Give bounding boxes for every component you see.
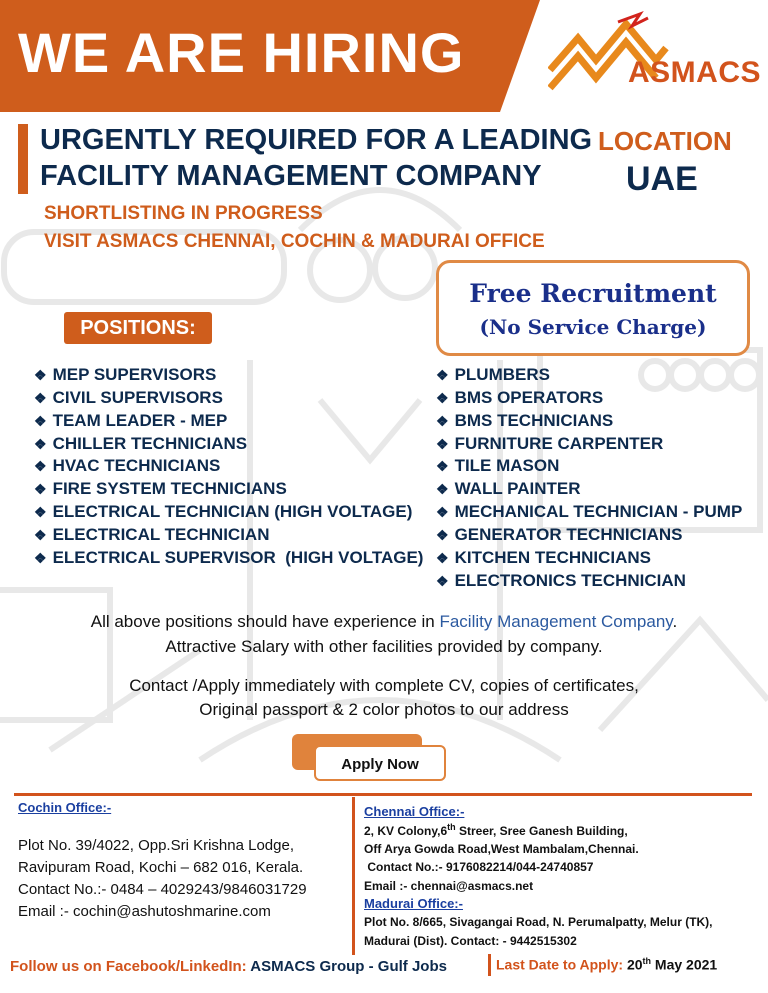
diamond-bullet-icon: ❖ xyxy=(34,367,47,383)
cochin-contact: Contact No.:- 0484 – 4029243/9846031729 xyxy=(18,881,307,898)
apply-now-button[interactable]: Apply Now xyxy=(314,745,446,781)
chennai-office-heading: Chennai Office:- xyxy=(364,804,465,819)
list-item: ❖ CHILLER TECHNICIANS xyxy=(34,433,248,453)
list-item: ❖ HVAC TECHNICIANS xyxy=(34,456,221,476)
list-item: ❖ FURNITURE CARPENTER xyxy=(436,433,664,453)
location-value: UAE xyxy=(626,160,698,198)
diamond-bullet-icon: ❖ xyxy=(436,526,449,543)
cochin-email: Email :- cochin@ashutoshmarine.com xyxy=(18,903,271,920)
cochin-address-line: Plot No. 39/4022, Opp.Sri Krishna Lodge, xyxy=(18,837,295,854)
list-item: ❖ ELECTRICAL SUPERVISOR (HIGH VOLTAGE) xyxy=(34,547,424,567)
diamond-bullet-icon: ❖ xyxy=(34,526,47,543)
facility-management-highlight: Facility Management Company xyxy=(439,612,673,631)
social-follow: Follow us on Facebook/LinkedIn: ASMACS Group - Gulf Jobs xyxy=(10,958,447,975)
list-item: ❖ BMS OPERATORS xyxy=(436,387,604,407)
madurai-address-line: Plot No. 8/665, Sivagangai Road, N. Perumalpatty, Melur (TK), xyxy=(364,915,713,929)
list-item: ❖ MECHANICAL TECHNICIAN - PUMP xyxy=(436,502,743,522)
positions-badge: POSITIONS: xyxy=(64,312,212,344)
diamond-bullet-icon: ❖ xyxy=(436,549,449,566)
diamond-bullet-icon: ❖ xyxy=(436,412,449,429)
list-item: ❖ ELECTRICAL TECHNICIAN (HIGH VOLTAGE) xyxy=(34,502,413,522)
visit-offices-line: VISIT ASMACS CHENNAI, COCHIN & MADURAI OFFICE xyxy=(44,231,545,252)
list-item: ❖ CIVIL SUPERVISORS xyxy=(34,387,223,407)
diamond-bullet-icon: ❖ xyxy=(34,481,47,498)
contact-note-2: Original passport & 2 color photos to our address xyxy=(199,700,569,719)
diamond-bullet-icon: ❖ xyxy=(34,389,47,406)
diamond-bullet-icon: ❖ xyxy=(436,572,449,589)
diamond-bullet-icon: ❖ xyxy=(34,435,47,452)
salary-note: Attractive Salary with other facilities provided by company. xyxy=(165,637,603,656)
list-item: ❖ KITCHEN TECHNICIANS xyxy=(436,547,652,567)
footer-divider xyxy=(14,793,752,796)
list-item: ❖ TILE MASON xyxy=(436,456,560,476)
diamond-bullet-icon: ❖ xyxy=(436,435,449,452)
location-label: LOCATION xyxy=(598,126,732,156)
list-item: ❖ GENERATOR TECHNICIANS xyxy=(436,524,683,544)
list-item: ❖ FIRE SYSTEM TECHNICIANS xyxy=(34,479,287,499)
positions-list-right xyxy=(436,364,742,592)
list-item: ❖ ELECTRICAL TECHNICIAN xyxy=(34,524,270,544)
positions-list-left xyxy=(34,364,423,570)
no-service-charge: (No Service Charge) xyxy=(479,315,707,339)
urgent-line-2: FACILITY MANAGEMENT COMPANY xyxy=(40,160,542,192)
list-item: ❖ WALL PAINTER xyxy=(436,479,581,499)
free-recruitment-box xyxy=(436,260,750,356)
urgent-line-1: URGENTLY REQUIRED FOR A LEADING xyxy=(40,124,593,156)
diamond-bullet-icon: ❖ xyxy=(436,389,449,406)
diamond-bullet-icon: ❖ xyxy=(436,458,449,475)
chennai-contact: Contact No.:- 9176082214/044-24740857 xyxy=(364,860,594,874)
list-item: ❖ TEAM LEADER - MEP xyxy=(34,410,228,430)
chennai-address-line: 2, KV Colony,6th Streer, Sree Ganesh Building, xyxy=(364,822,628,838)
accent-bar xyxy=(18,124,28,194)
diamond-bullet-icon: ❖ xyxy=(436,504,449,521)
list-item: ❖ BMS TECHNICIANS xyxy=(436,410,614,430)
chennai-email: Email :- chennai@asmacs.net xyxy=(364,879,534,893)
shortlisting-line: SHORTLISTING IN PROGRESS xyxy=(44,203,323,224)
social-handle: ASMACS Group - Gulf Jobs xyxy=(250,958,447,975)
cochin-address-line: Ravipuram Road, Kochi – 682 016, Kerala. xyxy=(18,859,304,876)
hiring-title: WE ARE HIRING xyxy=(18,21,465,84)
contact-note-1: Contact /Apply immediately with complete CV, copies of certificates, xyxy=(129,676,639,695)
last-date: Last Date to Apply: 20th May 2021 xyxy=(496,956,718,973)
chennai-address-line: Off Arya Gowda Road,West Mambalam,Chennai. xyxy=(364,842,639,856)
diamond-bullet-icon: ❖ xyxy=(436,481,449,498)
experience-note: All above positions should have experience in Facility Management Company. xyxy=(90,612,678,631)
footer-accent-bar xyxy=(488,954,491,976)
madurai-contact: Madurai (Dist). Contact: - 9442515302 xyxy=(364,934,577,948)
list-item: ❖ ELECTRONICS TECHNICIAN xyxy=(436,570,686,590)
free-recruitment-title: Free Recruitment xyxy=(469,279,717,308)
brand-name: ASMACS xyxy=(628,56,762,89)
madurai-office-heading: Madurai Office:- xyxy=(364,896,463,911)
office-divider xyxy=(352,797,355,955)
diamond-bullet-icon: ❖ xyxy=(34,504,47,521)
cochin-office-heading: Cochin Office:- xyxy=(18,800,112,815)
list-item: ❖ PLUMBERS xyxy=(436,365,550,384)
diamond-bullet-icon: ❖ xyxy=(34,412,47,429)
diamond-bullet-icon: ❖ xyxy=(34,549,47,566)
list-item: ❖ MEP SUPERVISORS xyxy=(34,365,217,384)
diamond-bullet-icon: ❖ xyxy=(436,367,449,383)
diamond-bullet-icon: ❖ xyxy=(34,458,47,475)
